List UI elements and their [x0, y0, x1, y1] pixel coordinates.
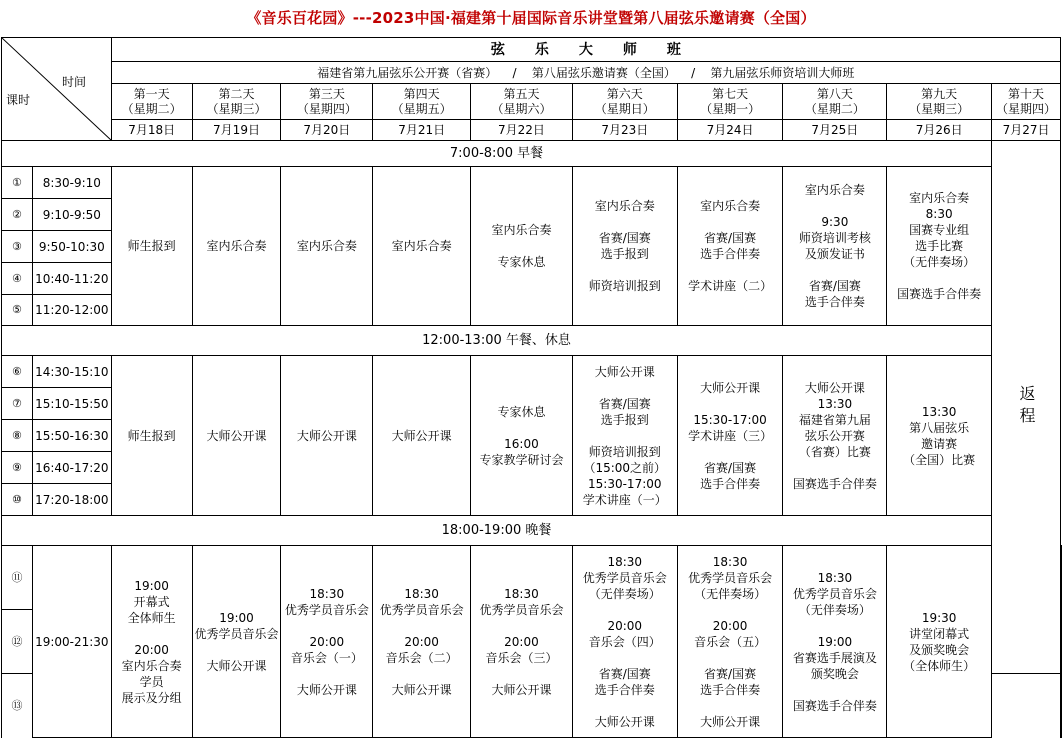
schedule-cell: 18:30 优秀学员音乐会 20:00 音乐会（二） 大师公开课	[373, 546, 471, 738]
page-title: 《音乐百花园》---2023中国·福建第十届国际音乐讲堂暨第八届弦乐邀请赛（全国）	[246, 9, 816, 27]
day-label: 第九天	[921, 86, 958, 101]
schedule-cell: 师生报到	[111, 167, 192, 326]
day-label: 第十天	[1008, 86, 1045, 101]
period-time: 15:10-15:50	[32, 388, 111, 420]
period-number: ⑬	[2, 674, 33, 738]
period-number: ①	[2, 167, 33, 199]
schedule-cell: 室内乐合奏	[192, 167, 281, 326]
schedule-cell: 专家休息 16:00 专家教学研讨会	[471, 356, 573, 516]
date-cell: 7月23日	[572, 120, 677, 141]
day-label: 第六天	[606, 86, 643, 101]
day-header	[572, 84, 677, 120]
date-cell: 7月22日	[471, 120, 573, 141]
weekday-label: （星期二）	[804, 101, 865, 116]
schedule-cell: 大师公开课 15:30-17:00 学术讲座（三） 省赛/国赛 选手合伴奏	[677, 356, 783, 516]
schedule-cell: 大师公开课 省赛/国赛 选手报到 师资培训报到 （15:00之前） 15:30-17:00 学术讲座（一）	[572, 356, 677, 516]
period-number: ②	[2, 199, 33, 231]
day-header	[887, 84, 992, 120]
day-label: 第二天	[218, 86, 255, 101]
period-number: ⑪	[2, 546, 33, 610]
weekday-label: （星期一）	[700, 101, 761, 116]
schedule-cell: 大师公开课	[192, 356, 281, 516]
competition-subtitle: 福建省第九届弦乐公开赛（省赛） / 第八届弦乐邀请赛（全国） / 第九届弦乐师资培训大师班	[111, 62, 1060, 84]
schedule-cell: 18:30 优秀学员音乐会 20:00 音乐会（三） 大师公开课	[471, 546, 573, 738]
period-time: 9:10-9:50	[32, 199, 111, 231]
day-header	[783, 84, 887, 120]
day-label: 第八天	[816, 86, 853, 101]
schedule-cell: 室内乐合奏 省赛/国赛 选手合伴奏 学术讲座（二）	[677, 167, 783, 326]
period-time: 11:20-12:00	[32, 295, 111, 326]
weekday-label: （星期五）	[391, 101, 452, 116]
schedule-cell: 18:30 优秀学员音乐会 20:00 音乐会（一） 大师公开课	[281, 546, 373, 738]
day-row	[2, 84, 1062, 120]
day-label: 第七天	[712, 86, 749, 101]
schedule-cell: 19:00 优秀学员音乐会 大师公开课	[192, 546, 281, 738]
schedule-cell: 室内乐合奏 9:30 师资培训考核 及颁发证书 省赛/国赛 选手合伴奏	[783, 167, 887, 326]
period-number: ⑤	[2, 295, 33, 326]
return-cell-continued	[1061, 546, 1062, 738]
weekday-label: （星期三）	[909, 101, 970, 116]
period-number: ⑨	[2, 452, 33, 484]
schedule-cell: 师生报到	[111, 356, 192, 516]
day-header	[471, 84, 573, 120]
period-time: 9:50-10:30	[32, 231, 111, 263]
day-header	[992, 84, 1061, 120]
date-cell: 7月25日	[783, 120, 887, 141]
weekday-label: （星期四）	[996, 101, 1057, 116]
schedule-cell: 13:30 第八届弦乐 邀请赛 （全国）比赛	[887, 356, 992, 516]
class-title: 弦乐大师班	[111, 38, 1060, 62]
schedule-cell: 室内乐合奏	[373, 167, 471, 326]
period-time: 19:00-21:30	[32, 546, 111, 738]
day-header	[677, 84, 783, 120]
schedule-cell: 18:30 优秀学员音乐会 （无伴奏场） 20:00 音乐会（四） 省赛/国赛 选手合伴奏 大师公开课	[572, 546, 677, 738]
period-time: 8:30-9:10	[32, 167, 111, 199]
day-label: 第三天	[308, 86, 345, 101]
schedule-table	[1, 37, 1062, 738]
weekday-label: （星期二）	[121, 101, 182, 116]
return-cell	[992, 141, 1061, 674]
time-label: 时间	[62, 75, 87, 89]
weekday-label: （星期六）	[491, 101, 552, 116]
dinner-row: 18:00-19:00 晚餐	[2, 516, 992, 546]
period-number: ④	[2, 263, 33, 295]
date-cell: 7月18日	[111, 120, 192, 141]
date-cell: 7月21日	[373, 120, 471, 141]
date-cell: 7月27日	[992, 120, 1061, 141]
diagonal-line	[2, 38, 111, 141]
schedule-cell: 大师公开课	[373, 356, 471, 516]
period-number: ③	[2, 231, 33, 263]
return-label: 返程	[1017, 385, 1037, 429]
schedule-cell: 大师公开课 13:30 福建省第九届 弦乐公开赛 （省赛）比赛 国赛选手合伴奏	[783, 356, 887, 516]
schedule-cell: 室内乐合奏 省赛/国赛 选手报到 师资培训报到	[572, 167, 677, 326]
schedule-cell: 大师公开课	[281, 356, 373, 516]
period-label: 课时	[6, 93, 31, 107]
breakfast-row: 7:00-8:00 早餐	[2, 141, 992, 167]
lunch-row: 12:00-13:00 午餐、休息	[2, 326, 992, 356]
day-label: 第五天	[503, 86, 540, 101]
weekday-label: （星期日）	[594, 101, 655, 116]
schedule-cell: 19:30 讲堂闭幕式 及颁奖晚会 （全体师生）	[887, 546, 992, 738]
day-label: 第四天	[403, 86, 440, 101]
day-header	[111, 84, 192, 120]
date-cell: 7月24日	[677, 120, 783, 141]
schedule-cell: 室内乐合奏	[281, 167, 373, 326]
schedule-cell: 室内乐合奏 8:30 国赛专业组 选手比赛 （无伴奏场） 国赛选手合伴奏	[887, 167, 992, 326]
date-cell: 7月26日	[887, 120, 992, 141]
period-number: ⑩	[2, 484, 33, 516]
period-number: ⑦	[2, 388, 33, 420]
day-header	[192, 84, 281, 120]
header-corner	[2, 38, 112, 141]
period-number: ⑥	[2, 356, 33, 388]
period-time: 17:20-18:00	[32, 484, 111, 516]
date-row	[2, 120, 1062, 141]
schedule-cell: 18:30 优秀学员音乐会 （无伴奏场） 19:00 省赛选手展演及 颁奖晚会 国赛选手合伴奏	[783, 546, 887, 738]
period-time: 10:40-11:20	[32, 263, 111, 295]
period-time: 14:30-15:10	[32, 356, 111, 388]
weekday-label: （星期三）	[206, 101, 267, 116]
date-cell: 7月20日	[281, 120, 373, 141]
schedule-cell: 室内乐合奏 专家休息	[471, 167, 573, 326]
day-label: 第一天	[133, 86, 170, 101]
period-time: 15:50-16:30	[32, 420, 111, 452]
weekday-label: （星期四）	[296, 101, 357, 116]
day-header	[373, 84, 471, 120]
day-header	[281, 84, 373, 120]
period-number: ⑧	[2, 420, 33, 452]
schedule-cell: 19:00 开幕式 全体师生 20:00 室内乐合奏 学员 展示及分组	[111, 546, 192, 738]
period-time: 16:40-17:20	[32, 452, 111, 484]
period-number: ⑫	[2, 610, 33, 674]
schedule-cell: 18:30 优秀学员音乐会 （无伴奏场） 20:00 音乐会（五） 省赛/国赛 选手合伴奏 大师公开课	[677, 546, 783, 738]
date-cell: 7月19日	[192, 120, 281, 141]
